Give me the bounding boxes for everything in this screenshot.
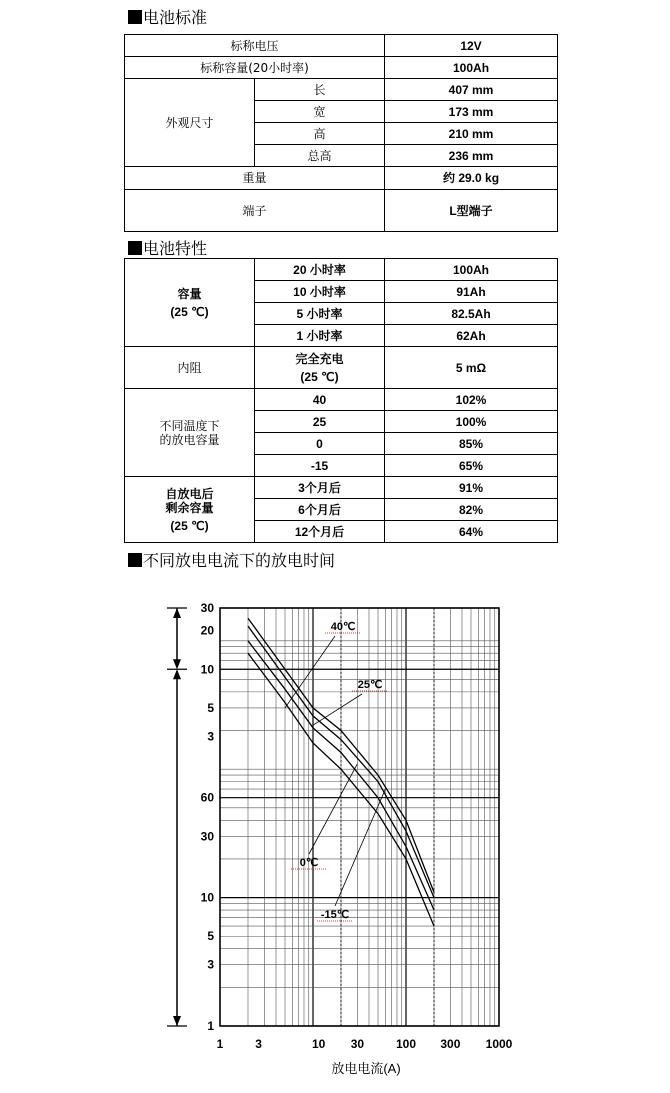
y-tick-label: 10 — [200, 662, 214, 677]
self-discharge-group-label — [125, 477, 255, 543]
y-tick-label: 60 — [200, 790, 214, 805]
dimensions-label: 外观尺寸 — [125, 79, 255, 167]
terminal-value: L型端子 — [385, 190, 558, 232]
y-tick-label: 3 — [207, 729, 214, 744]
total-height-label: 总高 — [255, 145, 385, 167]
temp-value: 65% — [385, 455, 558, 477]
square-bullet-icon — [128, 553, 142, 567]
temp-value: 102% — [385, 389, 558, 411]
y-tick-label: 5 — [207, 700, 214, 715]
y-tick-label: 1 — [207, 1019, 214, 1033]
rate-label: 5 小时率 — [255, 303, 385, 325]
series-label: 25℃ — [357, 679, 383, 691]
square-bullet-icon — [128, 241, 142, 255]
period-label: 6个月后 — [255, 499, 385, 521]
period-value: 64% — [385, 521, 558, 543]
total-height-value: 236 mm — [385, 145, 558, 167]
series-label: 40℃ — [330, 621, 356, 633]
discharge-time-chart — [0, 590, 670, 1089]
x-axis-label: 放电电流(A) — [331, 1061, 401, 1076]
resistance-label: 内阻 — [125, 347, 255, 389]
battery-standard-table — [124, 34, 558, 232]
x-tick-label: 1000 — [485, 1037, 513, 1051]
section-title-characteristics — [128, 239, 207, 259]
series-label: -15℃ — [320, 909, 350, 921]
temperature-label-line: 不同温度下 — [159, 418, 220, 433]
temp-value: 100% — [385, 411, 558, 433]
x-tick-label: 1 — [216, 1037, 224, 1051]
rate-value: 62Ah — [385, 325, 558, 347]
capacity-label: 标称容量(20小时率) — [125, 57, 385, 79]
resistance-condition — [255, 347, 385, 389]
x-tick-label: 100 — [395, 1037, 417, 1051]
period-value: 91% — [385, 477, 558, 499]
temp-value: 85% — [385, 433, 558, 455]
section-title-text: 电池特性 — [143, 239, 208, 258]
capacity-label: 容量 — [177, 286, 202, 301]
table-row — [125, 35, 558, 57]
section-title-standard — [128, 8, 207, 28]
section-title-discharge-time — [128, 551, 335, 571]
temp-label: 0 — [255, 433, 385, 455]
y-tick-label: 3 — [207, 957, 214, 972]
rate-label: 10 小时率 — [255, 281, 385, 303]
table-row — [125, 259, 558, 281]
arrow-up-icon — [173, 669, 181, 679]
temp-label: 25 — [255, 411, 385, 433]
self-discharge-temp: (25 ℃) — [170, 518, 209, 533]
temperature-group-label — [125, 389, 255, 477]
rate-value: 91Ah — [385, 281, 558, 303]
table-row — [125, 167, 558, 190]
arrow-down-icon — [173, 1016, 181, 1026]
x-tick-label: 30 — [350, 1037, 365, 1051]
table-row — [125, 190, 558, 232]
voltage-label: 标称电压 — [125, 35, 385, 57]
table-row — [125, 477, 558, 499]
voltage-value: 12V — [385, 35, 558, 57]
table-row — [125, 347, 558, 389]
temperature-label-line: 的放电容量 — [159, 432, 220, 447]
section-title-text: 不同放电电流下的放电时间 — [143, 551, 336, 570]
terminal-label: 端子 — [125, 190, 385, 232]
table-row — [125, 79, 558, 101]
x-tick-label: 300 — [440, 1037, 461, 1051]
height-label: 高 — [255, 123, 385, 145]
capacity-value: 100Ah — [385, 57, 558, 79]
square-bullet-icon — [128, 10, 142, 24]
discharge-chart-svg — [0, 590, 670, 1089]
arrow-down-icon — [173, 659, 181, 669]
series-leader-line — [313, 694, 362, 725]
series-label: 0℃ — [299, 857, 319, 869]
x-tick-label: 3 — [255, 1037, 262, 1051]
y-tick-label: 10 — [200, 890, 214, 905]
weight-label: 重量 — [125, 167, 385, 190]
battery-characteristics-table — [124, 258, 558, 543]
table-row — [125, 389, 558, 411]
rate-value: 100Ah — [385, 259, 558, 281]
self-discharge-label-line: 自放电后 — [165, 486, 214, 501]
rate-label: 1 小时率 — [255, 325, 385, 347]
series-leader-line — [309, 764, 357, 854]
period-label: 12个月后 — [255, 521, 385, 543]
x-tick-label: 10 — [311, 1037, 326, 1051]
temp-label: 40 — [255, 389, 385, 411]
y-tick-label: 20 — [200, 623, 214, 638]
resistance-value: 5 mΩ — [385, 347, 558, 389]
arrow-up-icon — [173, 608, 181, 618]
rate-label: 20 小时率 — [255, 259, 385, 281]
width-value: 173 mm — [385, 101, 558, 123]
height-value: 210 mm — [385, 123, 558, 145]
y-tick-label: 5 — [207, 929, 214, 944]
y-tick-label: 30 — [200, 601, 214, 615]
resistance-condition-line: 完全充电 — [295, 351, 344, 366]
period-value: 82% — [385, 499, 558, 521]
capacity-group-label — [125, 259, 255, 347]
width-label: 宽 — [255, 101, 385, 123]
y-tick-label: 30 — [200, 829, 214, 844]
section-title-text: 电池标准 — [143, 8, 208, 27]
capacity-temp-label: (25 ℃) — [170, 304, 209, 319]
temp-label: -15 — [255, 455, 385, 477]
length-label: 长 — [255, 79, 385, 101]
period-label: 3个月后 — [255, 477, 385, 499]
length-value: 407 mm — [385, 79, 558, 101]
self-discharge-label-line: 剩余容量 — [165, 500, 214, 515]
table-row — [125, 57, 558, 79]
weight-value: 约 29.0 kg — [385, 167, 558, 190]
resistance-condition-temp: (25 ℃) — [300, 369, 339, 384]
rate-value: 82.5Ah — [385, 303, 558, 325]
